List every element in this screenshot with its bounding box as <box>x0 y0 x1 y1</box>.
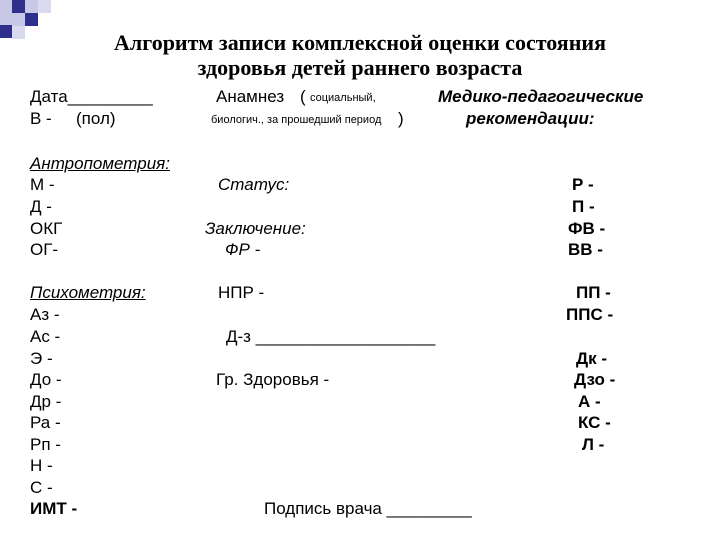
diagnosis-field: Д-з ___________________ <box>226 327 436 346</box>
recommendation-item: Дзо - <box>574 370 616 389</box>
date-field: Дата_________ <box>30 87 153 106</box>
anamnesis-paren-open: ( <box>300 87 306 106</box>
doctor-signature-field: Подпись врача _________ <box>264 499 472 518</box>
anthropometry-item: ОГ- <box>30 240 59 259</box>
psychometry-item: С - <box>30 478 53 497</box>
psychometry-heading: Психометрия: <box>30 283 146 302</box>
recommendation-item: Дк - <box>576 349 608 368</box>
psychometry-item: Ас - <box>30 327 61 346</box>
anthropometry-heading: Антропометрия: <box>30 154 170 173</box>
title-line-2: здоровья детей раннего возраста <box>197 55 523 80</box>
health-group-label: Гр. Здоровья - <box>216 370 330 389</box>
psychometry-item: Ра - <box>30 413 61 432</box>
psychometry-item: Н - <box>30 456 53 475</box>
psychometry-item: До - <box>30 370 62 389</box>
recommendation-item: ФВ - <box>568 219 606 238</box>
psychometry-item: Аз - <box>30 305 60 324</box>
title-line-1: Алгоритм записи комплексной оценки состояния <box>114 30 606 55</box>
corner-decoration <box>0 0 60 40</box>
anthropometry-item: ОКГ <box>30 219 63 238</box>
conclusion-label: Заключение: <box>205 219 306 238</box>
sex-field: (пол) <box>76 109 116 128</box>
recommendation-item: Л - <box>582 435 605 454</box>
recommendation-item: А - <box>578 392 601 411</box>
recommendation-item: ПП - <box>576 283 611 302</box>
anamnesis-detail-biological: биологич., за прошедший период <box>211 114 382 126</box>
recommendations-heading-line-2: рекомендации: <box>466 109 595 128</box>
recommendation-item: ВВ - <box>568 240 603 259</box>
recommendation-item: П - <box>572 197 595 216</box>
status-label: Статус: <box>218 175 290 194</box>
psychometry-item: Э - <box>30 349 53 368</box>
recommendation-item: КС - <box>578 413 611 432</box>
anamnesis-detail-social: социальный, <box>310 92 376 104</box>
risk-factors-label: ФР - <box>225 240 261 259</box>
recommendation-item: Р - <box>572 175 594 194</box>
anamnesis-paren-close: ) <box>398 109 404 128</box>
recommendation-item: ППС - <box>566 305 614 324</box>
psychometry-item-bmi: ИМТ - <box>30 499 78 518</box>
anthropometry-item: Д - <box>30 197 52 216</box>
age-field: В - <box>30 109 52 128</box>
recommendations-heading-line-1: Медико-педагогические <box>438 87 644 106</box>
npr-label: НПР - <box>218 283 265 302</box>
anamnesis-label: Анамнез <box>216 87 285 106</box>
psychometry-item: Рп - <box>30 435 61 454</box>
anthropometry-item: М - <box>30 175 55 194</box>
psychometry-item: Др - <box>30 392 62 411</box>
